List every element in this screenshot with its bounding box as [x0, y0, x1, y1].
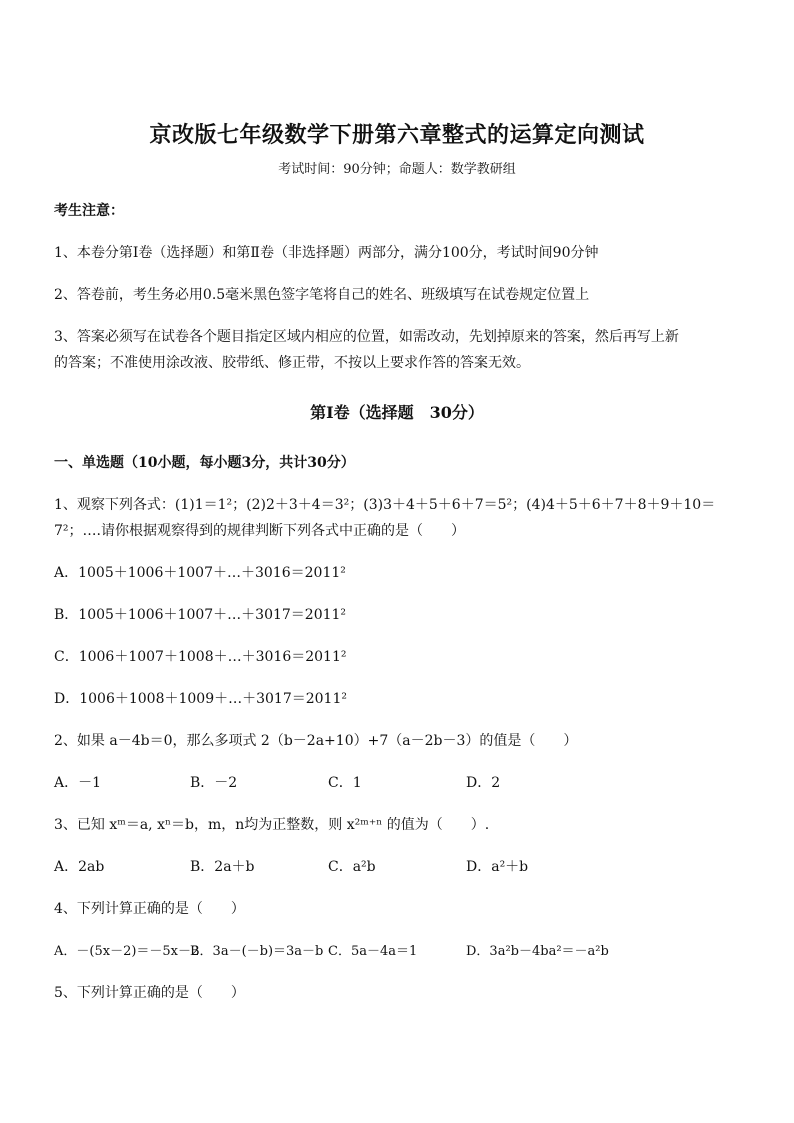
notice-item-1: 1、本卷分第Ⅰ卷（选择题）和第Ⅱ卷（非选择题）两部分，满分100分，考试时间90分钟 — [54, 245, 599, 261]
q1-stem-line2: 7²；….请你根据观察得到的规律判断下列各式中正确的是（ ） — [54, 523, 465, 539]
q4-option-a: A．－(5x－2)＝－5x－2 — [54, 944, 200, 959]
q1-option-b: B．1005＋1006＋1007＋…＋3017＝2011² — [54, 607, 347, 623]
q1-option-c: C．1006＋1007＋1008＋…＋3016＝2011² — [54, 649, 347, 665]
q4-option-b: B．3a－(－b)＝3a－b — [190, 944, 324, 959]
q4-stem: 4、下列计算正确的是（ ） — [54, 901, 245, 917]
q5-stem: 5、下列计算正确的是（ ） — [54, 985, 245, 1001]
q3-option-a: A．2ab — [54, 859, 105, 875]
section-title: 一、单选题（10小题，每小题3分，共计30分） — [54, 455, 355, 471]
q3-stem: 3、已知 xᵐ＝a, xⁿ＝b，m，n均为正整数，则 x²ᵐ⁺ⁿ 的值为（ ）. — [54, 817, 490, 833]
page-title: 京改版七年级数学下册第六章整式的运算定向测试 — [149, 122, 645, 148]
q1-option-d: D．1006＋1008＋1009＋…＋3017＝2011² — [54, 691, 347, 707]
notice-item-3: 3、答案必须写在试卷各个题目指定区域内相应的位置，如需改动，先划掉原来的答案，然后再写上新 — [54, 329, 679, 345]
q2-option-b: B．－2 — [190, 775, 238, 791]
q2-option-a: A．－1 — [54, 775, 102, 791]
q4-option-c: C．5a－4a＝1 — [328, 944, 418, 959]
q2-stem: 2、如果 a－4b＝0，那么多项式 2（b－2a+10）+7（a－2b－3）的值是（ ） — [54, 733, 578, 749]
q3-option-c: C．a²b — [328, 859, 376, 875]
q2-option-c: C．1 — [328, 775, 362, 791]
q1-option-a: A．1005＋1006＋1007＋…＋3016＝2011² — [54, 565, 346, 581]
q3-option-d: D．a²＋b — [466, 859, 529, 875]
notice-heading: 考生注意： — [54, 203, 124, 219]
exam-subtitle: 考试时间：90分钟；命题人：数学教研组 — [278, 162, 516, 177]
q1-stem-line1: 1、观察下列各式：(1)1＝1²；(2)2＋3＋4＝3²；(3)3＋4＋5＋6＋7＝5²；(4)4＋5＋6＋7＋8＋9＋10＝ — [54, 497, 716, 513]
notice-item-2: 2、答卷前，考生务必用0.5毫米黑色签字笔将自己的姓名、班级填写在试卷规定位置上 — [54, 287, 590, 303]
q2-option-d: D．2 — [466, 775, 501, 791]
q3-option-b: B．2a＋b — [190, 859, 255, 875]
part1-title: 第Ⅰ卷（选择题 30分） — [310, 403, 484, 422]
q4-option-d: D．3a²b－4ba²＝－a²b — [466, 944, 609, 959]
notice-item-3-cont: 的答案；不准使用涂改液、胶带纸、修正带，不按以上要求作答的答案无效。 — [54, 355, 530, 371]
